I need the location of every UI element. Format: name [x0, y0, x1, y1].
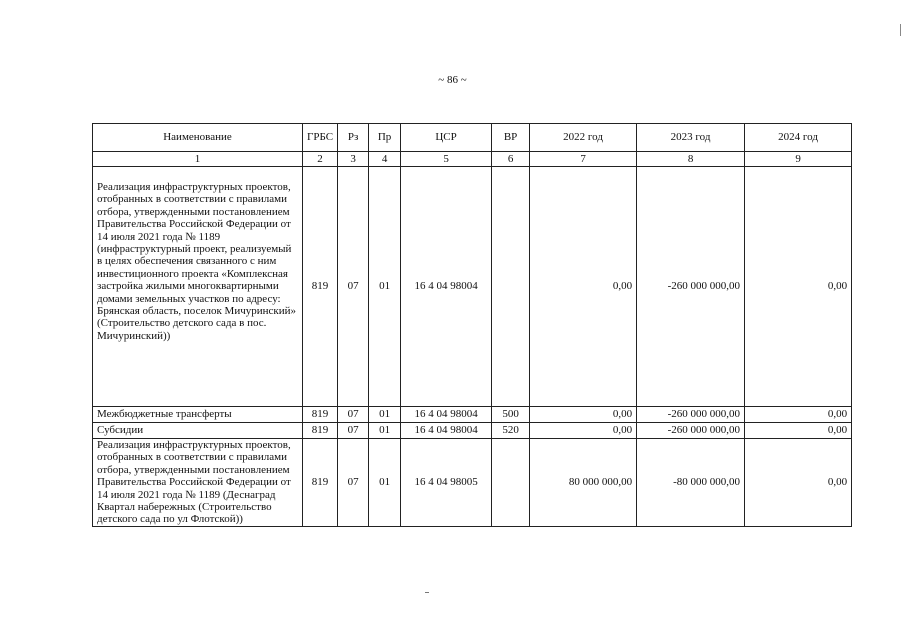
row-rz: 07	[338, 407, 369, 423]
row-grbs: 819	[303, 439, 338, 527]
page-number: ~ 86 ~	[438, 74, 467, 86]
row-vr: 520	[492, 423, 530, 439]
row-pr: 01	[369, 439, 401, 527]
row-name: Реализация инфраструктурных проектов, отобранных в соответствии с правилами отбора, утвержденными постановлением Правительства Российской Федерации от 14 июля 2021 года № 1189 (инфраструктурный проект, реализуемый в целях обеспечения связанного с ним инвестиционного проекта «Комплексная застройка жилыми многоквартирными домами земельных участков по адресу: Брянская область, поселок Мичуринский» (Строительство детского сада в пос. Мичуринский))	[93, 167, 303, 407]
col-number: 5	[401, 152, 492, 167]
row-rz: 07	[338, 423, 369, 439]
col-header-name: Наименование	[93, 124, 303, 152]
table-row	[93, 167, 852, 407]
col-number: 7	[530, 152, 637, 167]
row-2024: 0,00	[745, 423, 852, 439]
table-row	[93, 439, 852, 527]
row-2022: 80 000 000,00	[530, 439, 637, 527]
row-rz: 07	[338, 439, 369, 527]
row-grbs: 819	[303, 167, 338, 407]
budget-table	[92, 123, 852, 527]
row-name: Межбюджетные трансферты	[93, 407, 303, 423]
row-pr: 01	[369, 167, 401, 407]
row-csr: 16 4 04 98004	[401, 423, 492, 439]
col-header-pr: Пр	[369, 124, 401, 152]
row-2022: 0,00	[530, 167, 637, 407]
row-2023: -260 000 000,00	[637, 167, 745, 407]
col-number: 1	[93, 152, 303, 167]
row-csr: 16 4 04 98005	[401, 439, 492, 527]
row-vr	[492, 439, 530, 527]
row-csr: 16 4 04 98004	[401, 407, 492, 423]
row-2022: 0,00	[530, 423, 637, 439]
row-rz: 07	[338, 167, 369, 407]
row-2022: 0,00	[530, 407, 637, 423]
col-header-vr: ВР	[492, 124, 530, 152]
row-pr: 01	[369, 423, 401, 439]
row-csr: 16 4 04 98004	[401, 167, 492, 407]
row-2023: -260 000 000,00	[637, 407, 745, 423]
col-header-rz: Рз	[338, 124, 369, 152]
col-number: 6	[492, 152, 530, 167]
row-grbs: 819	[303, 407, 338, 423]
row-2024: 0,00	[745, 439, 852, 527]
row-pr: 01	[369, 407, 401, 423]
col-number: 8	[637, 152, 745, 167]
col-header-csr: ЦСР	[401, 124, 492, 152]
row-vr: 500	[492, 407, 530, 423]
col-number: 2	[303, 152, 338, 167]
col-number: 4	[369, 152, 401, 167]
row-vr	[492, 167, 530, 407]
row-grbs: 819	[303, 423, 338, 439]
row-2024: 0,00	[745, 167, 852, 407]
row-2023: -80 000 000,00	[637, 439, 745, 527]
col-number: 3	[338, 152, 369, 167]
row-name: Реализация инфраструктурных проектов, отобранных в соответствии с правилами отбора, утвержденными постановлением Правительства Российской Федерации от 14 июля 2021 года № 1189 (Деснаград Квартал набережных (Строительство детского сада по ул Флотской))	[93, 439, 303, 527]
col-header-grbs: ГРБС	[303, 124, 338, 152]
col-header-2022: 2022 год	[530, 124, 637, 152]
scan-mark	[900, 24, 901, 36]
column-number-row	[93, 152, 852, 167]
col-number: 9	[745, 152, 852, 167]
row-2023: -260 000 000,00	[637, 423, 745, 439]
col-header-2023: 2023 год	[637, 124, 745, 152]
table-row	[93, 407, 852, 423]
table-row	[93, 423, 852, 439]
scan-mark	[425, 592, 429, 593]
row-2024: 0,00	[745, 407, 852, 423]
row-name: Субсидии	[93, 423, 303, 439]
header-row	[93, 124, 852, 152]
col-header-2024: 2024 год	[745, 124, 852, 152]
